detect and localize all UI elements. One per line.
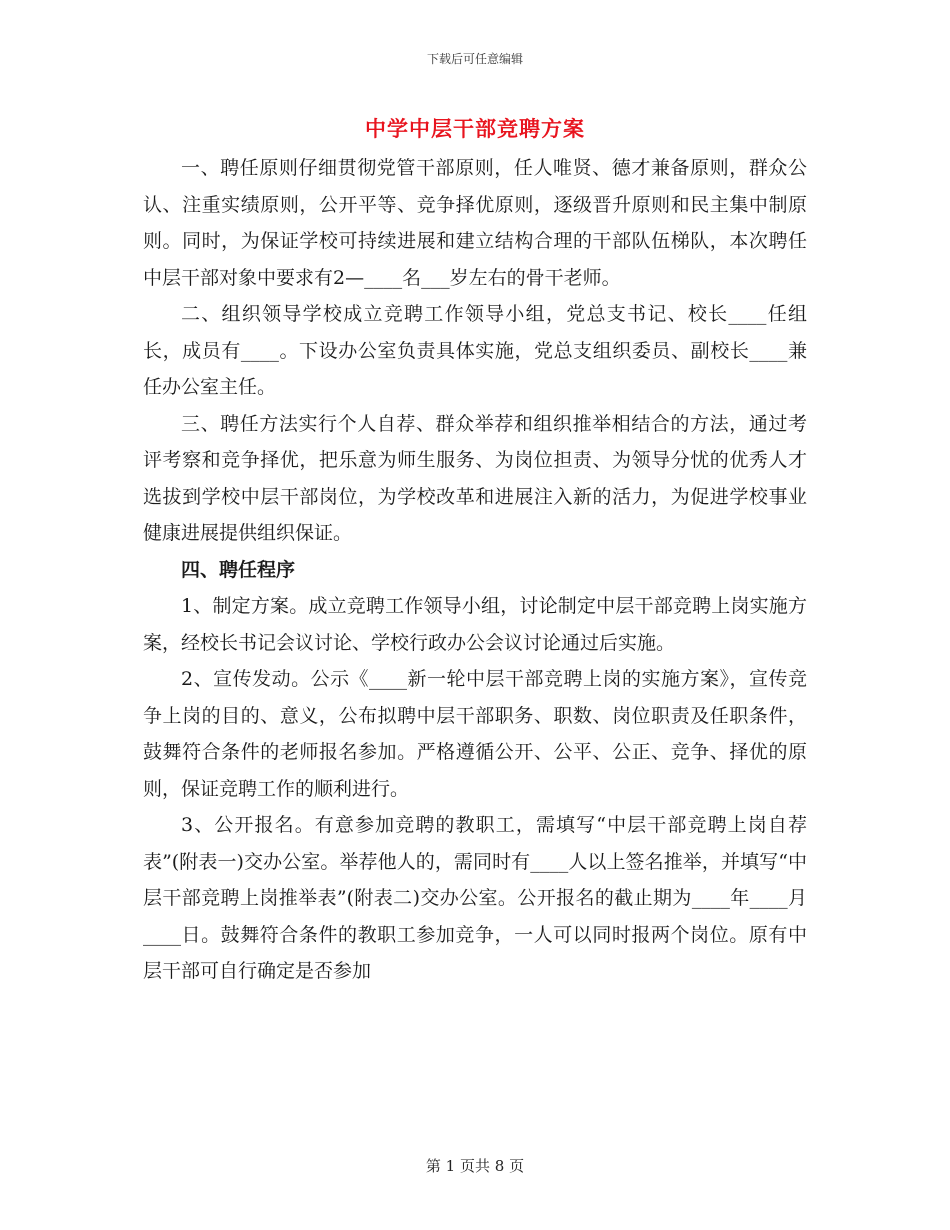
header-note: 下载后可任意编辑 [426, 52, 523, 66]
paragraph-leadership: 二、组织领导学校成立竞聘工作领导小组，党总支书记、校长____任组长，成员有____。下设办公室负责具体实施，党总支组织委员、副校长____兼任办公室主任。 [143, 303, 807, 398]
document-body [143, 150, 807, 990]
paragraph-method: 三、聘任方法实行个人自荐、群众举荐和组织推举相结合的方法，通过考评考察和竞争择优，把乐意为师生服务、为岗位担责、为领导分忧的优秀人才选拔到学校中层干部岗位，为学校改革和进展注入新的活力，为促进学校事业健康进展提供组织保证。 [143, 412, 807, 544]
paragraph-principles: 一、聘任原则仔细贯彻党管干部原则，任人唯贤、德才兼备原则，群众公认、注重实绩原则，公开平等、竞争择优原则，逐级晋升原则和民主集中制原则。同时，为保证学校可持续进展和建立结构合理的干部队伍梯队，本次聘任中层干部对象中要求有2—____名___岁左右的骨干老师。 [143, 157, 807, 289]
document-title: 中学中层干部竞聘方案 [365, 116, 585, 141]
section-heading-procedure: 四、聘任程序 [181, 558, 296, 581]
paragraph-step-1: 1、制定方案。成立竞聘工作领导小组，讨论制定中层干部竞聘上岗实施方案，经校长书记会议讨论、学校行政办公会议讨论通过后实施。 [143, 595, 807, 654]
paragraph-step-3: 3、公开报名。有意参加竞聘的教职工，需填写“中层干部竞聘上岗自荐表”(附表一)交办公室。举荐他人的，需同时有____人以上签名推举，并填写“中层干部竞聘上岗推举表”(附表二)交办公室。公开报名的截止期为____年____月____日。鼓舞符合条件的教职工参加竞争，一人可以同时报两个岗位。原有中层干部可自行确定是否参加 [143, 814, 807, 982]
page-number: 第 1 页共 8 页 [425, 1157, 525, 1175]
paragraph-step-2: 2、宣传发动。公示《____新一轮中层干部竞聘上岗的实施方案》，宣传竞争上岗的目的、意义，公布拟聘中层干部职务、职数、岗位职责及任职条件，鼓舞符合条件的老师报名参加。严格遵循公开、公平、公正、竞争、择优的原则，保证竞聘工作的顺利进行。 [143, 668, 807, 800]
